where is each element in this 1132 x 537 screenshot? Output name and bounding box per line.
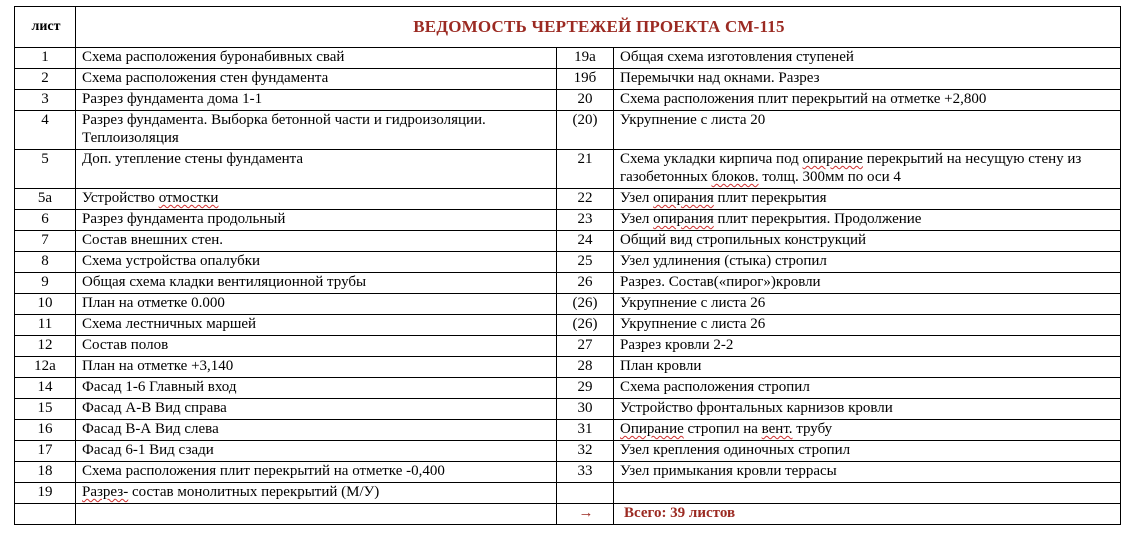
- left-sheet-title: Схема расположения буронабивных свай: [76, 48, 557, 69]
- right-sheet-title: Узел крепления одиночных стропил: [614, 441, 1121, 462]
- right-sheet-number: (26): [557, 294, 614, 315]
- empty-cell: [15, 504, 76, 525]
- table-row: [15, 111, 1121, 150]
- left-sheet-title: Состав полов: [76, 336, 557, 357]
- right-sheet-title: План кровли: [614, 357, 1121, 378]
- table-row: [15, 462, 1121, 483]
- total-row: [15, 504, 1121, 525]
- right-sheet-title: Разрез. Состав(«пирог»)кровли: [614, 273, 1121, 294]
- total-sheets: Всего: 39 листов: [614, 504, 1121, 525]
- right-sheet-number: 20: [557, 90, 614, 111]
- right-sheet-number: 30: [557, 399, 614, 420]
- table-row: [15, 189, 1121, 210]
- right-sheet-number: 21: [557, 150, 614, 189]
- right-sheet-title: Схема расположения плит перекрытий на отметке +2,800: [614, 90, 1121, 111]
- left-sheet-title: Общая схема кладки вентиляционной трубы: [76, 273, 557, 294]
- left-sheet-title: Фасад 1-6 Главный вход: [76, 378, 557, 399]
- left-sheet-title: Разрез фундамента дома 1-1: [76, 90, 557, 111]
- right-sheet-title: Устройство фронтальных карнизов кровли: [614, 399, 1121, 420]
- table-row: [15, 48, 1121, 69]
- table-row: [15, 69, 1121, 90]
- right-sheet-number: 28: [557, 357, 614, 378]
- right-sheet-number: 33: [557, 462, 614, 483]
- table-title: ВЕДОМОСТЬ ЧЕРТЕЖЕЙ ПРОЕКТА СМ-115: [76, 7, 1121, 48]
- right-sheet-number: [557, 483, 614, 504]
- table-row: [15, 315, 1121, 336]
- left-sheet-title: Разрез фундамента. Выборка бетонной части и гидроизоляции. Теплоизоляция: [76, 111, 557, 150]
- drawings-register-table: [14, 6, 1121, 525]
- right-sheet-number: 22: [557, 189, 614, 210]
- left-sheet-number: 15: [15, 399, 76, 420]
- right-sheet-number: (20): [557, 111, 614, 150]
- left-sheet-title: План на отметке +3,140: [76, 357, 557, 378]
- right-sheet-number: 27: [557, 336, 614, 357]
- left-sheet-number: 10: [15, 294, 76, 315]
- left-sheet-number: 18: [15, 462, 76, 483]
- table-row: [15, 252, 1121, 273]
- table-row: [15, 357, 1121, 378]
- table-row: [15, 90, 1121, 111]
- left-sheet-title: Разрез- состав монолитных перекрытий (М/У): [76, 483, 557, 504]
- table-row: [15, 273, 1121, 294]
- right-sheet-number: 25: [557, 252, 614, 273]
- left-sheet-number: 3: [15, 90, 76, 111]
- right-sheet-title: Узел примыкания кровли террасы: [614, 462, 1121, 483]
- table-row: [15, 336, 1121, 357]
- empty-cell: [76, 504, 557, 525]
- right-sheet-title: Узел удлинения (стыка) стропил: [614, 252, 1121, 273]
- right-sheet-number: 19а: [557, 48, 614, 69]
- right-sheet-title: Укрупнение с листа 26: [614, 294, 1121, 315]
- right-sheet-title: Узел опирания плит перекрытия. Продолжение: [614, 210, 1121, 231]
- left-sheet-number: 7: [15, 231, 76, 252]
- left-sheet-number: 9: [15, 273, 76, 294]
- left-sheet-number: 5: [15, 150, 76, 189]
- left-sheet-title: Схема расположения плит перекрытий на отметке -0,400: [76, 462, 557, 483]
- table-row: [15, 483, 1121, 504]
- table-row: [15, 210, 1121, 231]
- left-sheet-title: Доп. утепление стены фундамента: [76, 150, 557, 189]
- right-sheet-number: 23: [557, 210, 614, 231]
- left-sheet-number: 17: [15, 441, 76, 462]
- left-sheet-number: 5а: [15, 189, 76, 210]
- right-sheet-title: Узел опирания плит перекрытия: [614, 189, 1121, 210]
- left-sheet-number: 8: [15, 252, 76, 273]
- right-sheet-title: Схема расположения стропил: [614, 378, 1121, 399]
- right-sheet-title: Перемычки над окнами. Разрез: [614, 69, 1121, 90]
- right-sheet-title: [614, 483, 1121, 504]
- table-body: [15, 7, 1121, 525]
- table-row: [15, 420, 1121, 441]
- table-row: [15, 150, 1121, 189]
- right-sheet-number: 24: [557, 231, 614, 252]
- left-sheet-title: Схема устройства опалубки: [76, 252, 557, 273]
- table-row: [15, 399, 1121, 420]
- table-row: [15, 294, 1121, 315]
- right-sheet-number: 31: [557, 420, 614, 441]
- right-sheet-title: Общий вид стропильных конструкций: [614, 231, 1121, 252]
- left-sheet-number: 6: [15, 210, 76, 231]
- table-row: [15, 378, 1121, 399]
- right-sheet-number: 19б: [557, 69, 614, 90]
- left-sheet-title: Фасад 6-1 Вид сзади: [76, 441, 557, 462]
- right-sheet-number: (26): [557, 315, 614, 336]
- left-sheet-title: Устройство отмостки: [76, 189, 557, 210]
- right-sheet-number: 32: [557, 441, 614, 462]
- left-sheet-title: Схема расположения стен фундамента: [76, 69, 557, 90]
- arrow-icon: →: [557, 504, 614, 525]
- left-sheet-number: 11: [15, 315, 76, 336]
- left-sheet-title: Фасад В-А Вид слева: [76, 420, 557, 441]
- right-sheet-title: Укрупнение с листа 20: [614, 111, 1121, 150]
- left-sheet-number: 4: [15, 111, 76, 150]
- right-sheet-number: 26: [557, 273, 614, 294]
- left-sheet-title: Состав внешних стен.: [76, 231, 557, 252]
- right-sheet-title: Схема укладки кирпича под опирание перекрытий на несущую стену из газобетонных блоков. толщ. 300мм по оси 4: [614, 150, 1121, 189]
- right-sheet-title: Опирание стропил на вент. трубу: [614, 420, 1121, 441]
- right-sheet-title: Разрез кровли 2-2: [614, 336, 1121, 357]
- right-sheet-title: Общая схема изготовления ступеней: [614, 48, 1121, 69]
- left-sheet-title: Схема лестничных маршей: [76, 315, 557, 336]
- right-sheet-number: 29: [557, 378, 614, 399]
- left-sheet-number: 16: [15, 420, 76, 441]
- left-sheet-number: 14: [15, 378, 76, 399]
- left-sheet-number: 1: [15, 48, 76, 69]
- left-sheet-title: Фасад А-В Вид справа: [76, 399, 557, 420]
- left-sheet-number: 12: [15, 336, 76, 357]
- sheet-column-header: лист: [15, 7, 76, 48]
- right-sheet-title: Укрупнение с листа 26: [614, 315, 1121, 336]
- left-sheet-number: 12а: [15, 357, 76, 378]
- left-sheet-number: 2: [15, 69, 76, 90]
- left-sheet-number: 19: [15, 483, 76, 504]
- table-row: [15, 441, 1121, 462]
- table-row: [15, 231, 1121, 252]
- left-sheet-title: План на отметке 0.000: [76, 294, 557, 315]
- left-sheet-title: Разрез фундамента продольный: [76, 210, 557, 231]
- header-row: [15, 7, 1121, 48]
